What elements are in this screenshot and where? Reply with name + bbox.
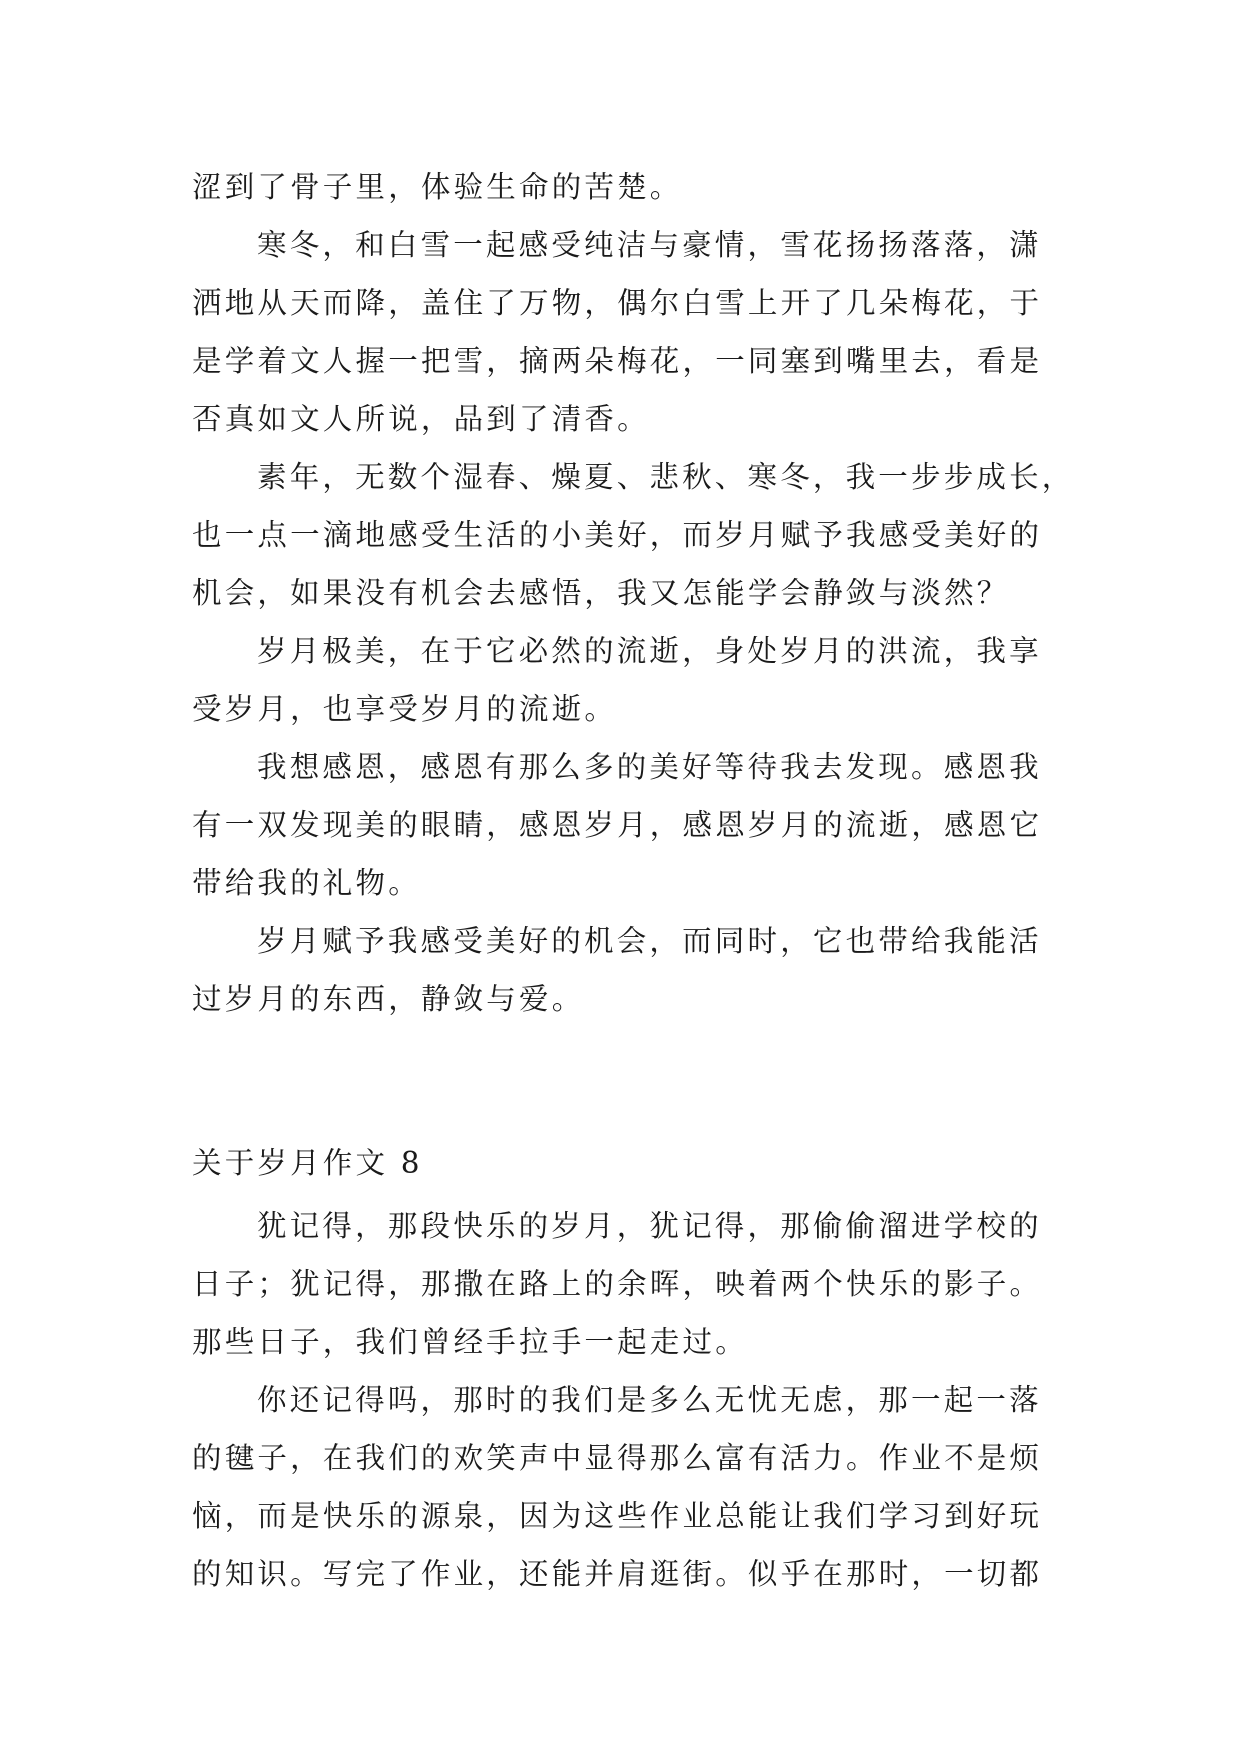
text-line: 岁月赋予我感受美好的机会，而同时，它也带给我能活 bbox=[257, 924, 1042, 958]
text-line: 的知识。写完了作业，还能并肩逛街。似乎在那时，一切都 bbox=[192, 1557, 1043, 1591]
section-spacer bbox=[192, 1028, 1054, 1129]
text-line: 素年，无数个湿春、燥夏、悲秋、寒冬，我一步步成长， bbox=[257, 460, 1075, 494]
text-line: 寒冬，和白雪一起感受纯洁与豪情，雪花扬扬落落，潇 bbox=[257, 228, 1042, 262]
paragraph-winter bbox=[192, 216, 1054, 448]
text-line: 带给我的礼物。 bbox=[192, 866, 421, 900]
section-title: 关于岁月作文 8 bbox=[192, 1146, 423, 1180]
text-line: 那些日子，我们曾经手拉手一起走过。 bbox=[192, 1325, 748, 1359]
text-line: 我想感恩，感恩有那么多的美好等待我去发现。感恩我 bbox=[257, 750, 1042, 784]
text-line: 受岁月，也享受岁月的流逝。 bbox=[192, 692, 618, 726]
text-line: 你还记得吗，那时的我们是多么无忧无虑，那一起一落 bbox=[257, 1383, 1042, 1417]
paragraph-beauty bbox=[192, 622, 1054, 738]
text-line: 的毽子，在我们的欢笑声中显得那么富有活力。作业不是烦 bbox=[192, 1441, 1043, 1475]
text-line: 机会，如果没有机会去感悟，我又怎能学会静敛与淡然？ bbox=[192, 576, 1010, 610]
text-line: 也一点一滴地感受生活的小美好，而岁月赋予我感受美好的 bbox=[192, 518, 1043, 552]
paragraph-memories bbox=[192, 1197, 1054, 1371]
text-line: 否真如文人所说，品到了清香。 bbox=[192, 402, 650, 436]
text-line: 恼，而是快乐的源泉，因为这些作业总能让我们学习到好玩 bbox=[192, 1499, 1043, 1533]
paragraph-carefree bbox=[192, 1371, 1054, 1603]
text-line: 涩到了骨子里，体验生命的苦楚。 bbox=[192, 170, 683, 204]
paragraph-seasons bbox=[192, 448, 1075, 622]
text-line: 犹记得，那段快乐的岁月，犹记得，那偷偷溜进学校的 bbox=[257, 1209, 1042, 1243]
text-line: 岁月极美，在于它必然的流逝，身处岁月的洪流，我享 bbox=[257, 634, 1042, 668]
text-line: 是学着文人握一把雪，摘两朵梅花，一同塞到嘴里去，看是 bbox=[192, 344, 1043, 378]
paragraph-closing bbox=[192, 912, 1054, 1028]
paragraph-continuation bbox=[192, 158, 1054, 216]
document-body bbox=[192, 158, 1075, 1603]
paragraph-gratitude bbox=[192, 738, 1054, 912]
text-line: 洒地从天而降，盖住了万物，偶尔白雪上开了几朵梅花，于 bbox=[192, 286, 1043, 320]
text-line: 过岁月的东西，静敛与爱。 bbox=[192, 982, 585, 1016]
text-line: 日子；犹记得，那撒在路上的余晖，映着两个快乐的影子。 bbox=[192, 1267, 1043, 1301]
text-line: 有一双发现美的眼睛，感恩岁月，感恩岁月的流逝，感恩它 bbox=[192, 808, 1043, 842]
